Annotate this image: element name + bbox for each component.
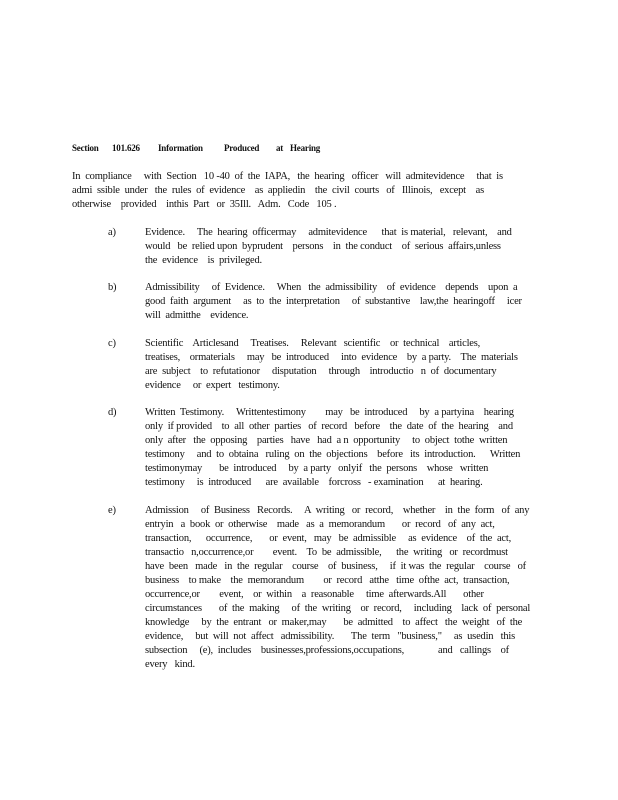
subsection-line: Admissibility of Evidence. When the admissibility of evidence depends upon a (145, 282, 518, 293)
subsection-line: transaction, occurrence, or event, may be admissible as evidence of the act, (145, 533, 512, 544)
heading-word: Produced (224, 143, 260, 153)
subsection-body (145, 226, 545, 268)
heading-section-number: 101.626 (112, 143, 140, 153)
subsection-line: the evidence is privileged. (145, 255, 262, 266)
subsection-body (145, 281, 545, 323)
subsection-line: Scientific Articlesand Treatises. Relevant scientific or technical articles, (145, 338, 481, 349)
subsection-line: subsection (e), includes businesses,professions,occupations, and callings of (145, 645, 509, 656)
subsection-body (145, 337, 545, 393)
subsection-marker: a) (108, 227, 116, 238)
subsection-line: only after the opposing parties have had a n opportunity to object tothe written (145, 435, 508, 446)
subsection-line: testimony and to obtaina ruling on the objections before its introduction. Written (145, 449, 521, 460)
intro-line: otherwise provided inthis Part or 35Ill. Adm. Code 105 . (72, 199, 337, 210)
subsection-line: treatises, ormaterials may be introduced into evidence by a party. The materials (145, 352, 518, 363)
heading-section-label: Section (72, 143, 99, 153)
subsection-body (145, 504, 545, 672)
subsection-line: will admitthe evidence. (145, 310, 249, 321)
subsection-line: Admission of Business Records. A writing or record, whether in the form of any (145, 505, 530, 516)
subsection-marker: b) (108, 282, 117, 293)
heading-word: Hearing (290, 143, 321, 153)
subsection-line: would be relied upon byprudent persons in the conduct of serious affairs,unless (145, 241, 501, 252)
heading-word: at (276, 143, 284, 153)
subsection-line: every kind. (145, 659, 195, 670)
subsection-line: Written Testimony. Writtentestimony may be introduced by a partyina hearing (145, 407, 514, 418)
subsection-body (145, 406, 545, 490)
subsection-line: business to make the memorandum or record atthe time ofthe act, transaction, (145, 575, 510, 586)
subsection-line: are subject to refutationor disputation through introductio n of documentary (145, 366, 497, 377)
intro-line: admi ssible under the rules of evidence as appliedin the civil courts of Illinois, except as (72, 185, 484, 196)
subsection-line: only if provided to all other parties of record before the date of the hearing and (145, 421, 513, 432)
subsection-line: entryin a book or otherwise made as a memorandum or record of any act, (145, 519, 495, 530)
subsection-line: good faith argument as to the interpretation of substantive law,the hearingoff icer (145, 296, 522, 307)
subsection-line: testimonymay be introduced by a party onlyif the persons whose written (145, 463, 489, 474)
subsection-marker: d) (108, 407, 117, 418)
subsection-line: evidence or expert testimony. (145, 380, 280, 391)
subsection-line: have been made in the regular course of business, if it was the regular course of (145, 561, 526, 572)
subsection-marker: c) (108, 338, 116, 349)
intro-paragraph (72, 170, 532, 212)
subsection-line: Evidence. The hearing officermay admitevidence that is material, relevant, and (145, 227, 512, 238)
intro-line: In compliance with Section 10 -40 of the IAPA, the hearing officer will admitevidence that is (72, 171, 503, 182)
subsection-line: occurrence,or event, or within a reasonable time afterwards.All other (145, 589, 484, 600)
section-heading (72, 143, 332, 157)
subsection-line: testimony is introduced are available forcross - examination at hearing. (145, 477, 483, 488)
subsection-line: knowledge by the entrant or maker,may be admitted to affect the weight of the (145, 617, 523, 628)
subsection-line: transactio n,occurrence,or event. To be admissible, the writing or recordmust (145, 547, 508, 558)
subsection-line: circumstances of the making of the writing or record, including lack of personal (145, 603, 531, 614)
subsection-marker: e) (108, 505, 116, 516)
subsection-line: evidence, but will not affect admissibility. The term "business," as usedin this (145, 631, 515, 642)
heading-word: Information (158, 143, 203, 153)
